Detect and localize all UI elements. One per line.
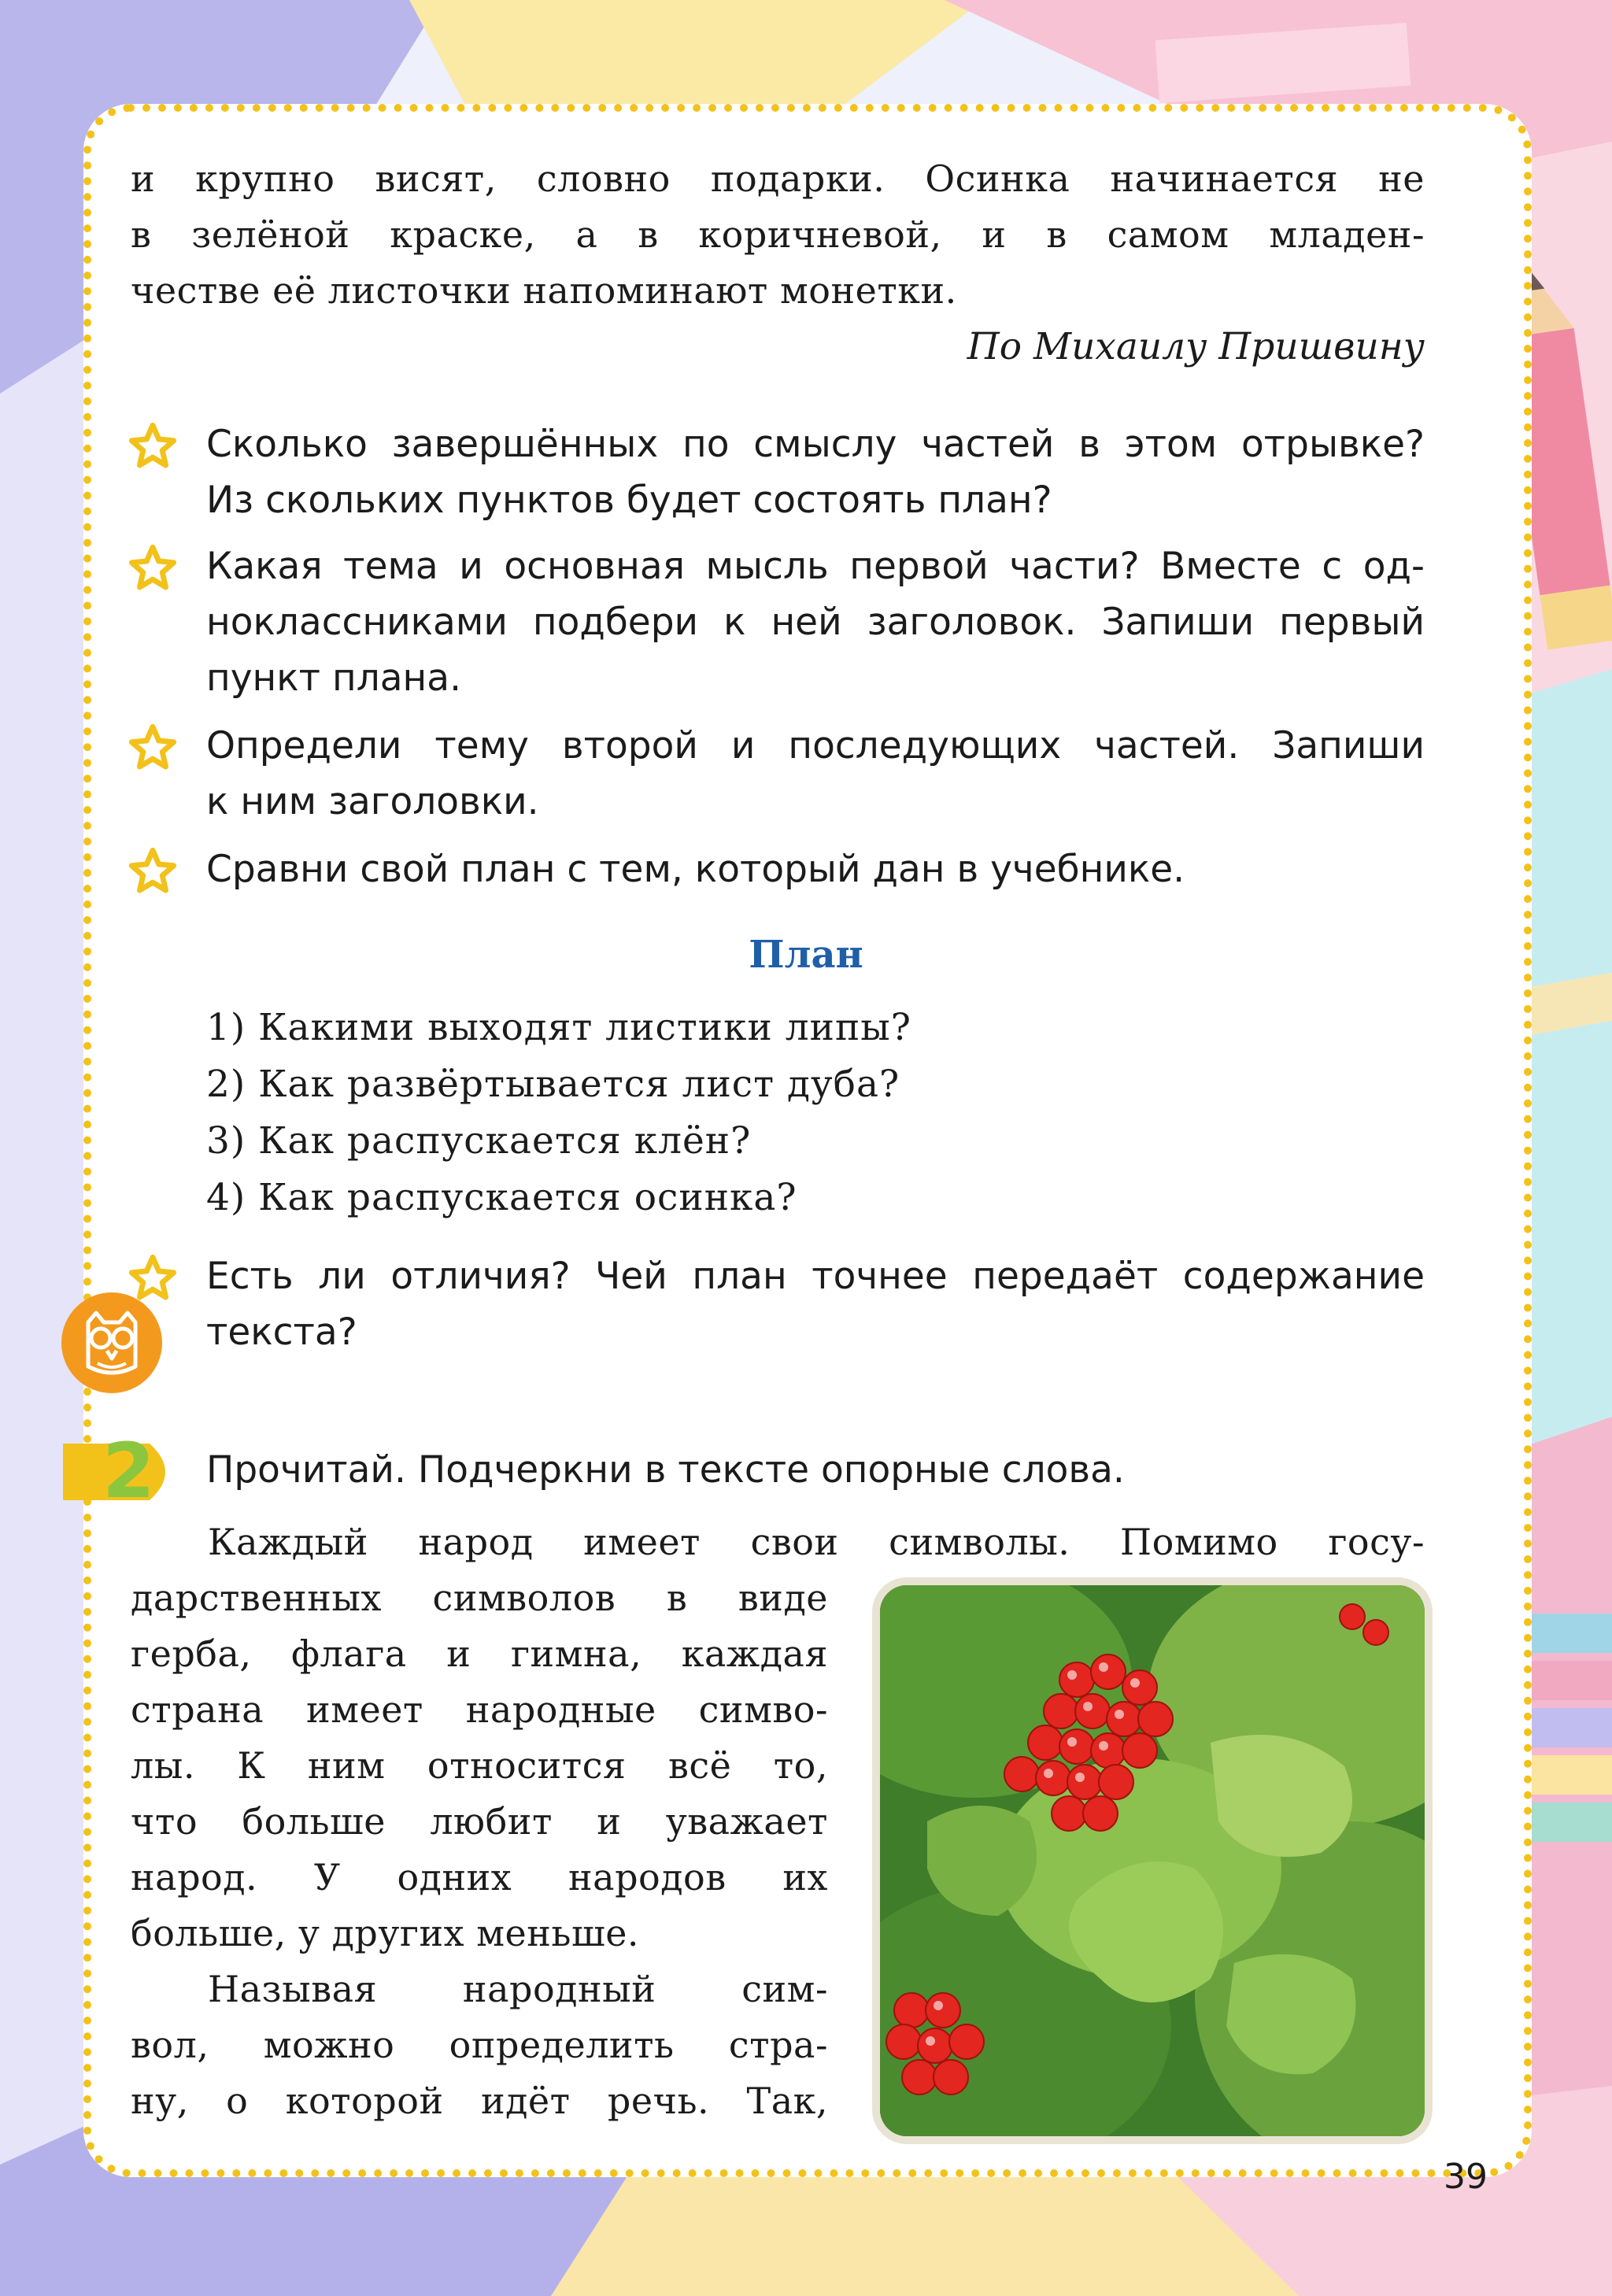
intro-line-3: честве её листочки напоминают монетки. (131, 269, 957, 312)
question-1-line-1: Сколько завершённых по смыслу частей в этом отрывке? (206, 423, 1425, 466)
final-question-line-1: Есть ли отличия? Чей план точнее передаёт содержание (206, 1255, 1425, 1298)
exercise-text-line-9: Называя народный сим- (208, 1968, 828, 2010)
star-icon (128, 723, 178, 773)
question-2-line-2: ноклассниками подбери к ней заголовок. Запиши первый (206, 601, 1425, 644)
star-icon (128, 543, 178, 593)
exercise-text-line-6: что больше любит и уважает (131, 1800, 828, 1843)
viburnum-photo (880, 1585, 1425, 2136)
exercise-text-line-3: герба, флага и гимна, каждая (131, 1632, 828, 1675)
author-attribution: По Михаилу Пришвину (967, 325, 1425, 368)
exercise-text-line-5: лы. К ним относится всё то, (131, 1744, 828, 1787)
exercise-text-line-10: вол, можно определить стра- (131, 2024, 828, 2066)
plan-item-3: 3) Как распускается клён? (206, 1119, 752, 1163)
star-icon (128, 846, 178, 897)
page-number: 39 (1444, 2157, 1488, 2197)
exercise-text-line-8: больше, у других меньше. (131, 1912, 640, 1954)
question-1-line-2: Из скольких пунктов будет состоять план? (206, 479, 1052, 522)
intro-line-2: в зелёной краске, а в коричневой, и в самом младен- (131, 213, 1425, 256)
question-2-line-1: Какая тема и основная мысль первой части? Вместе с од- (206, 545, 1425, 588)
owl-icon (60, 1291, 164, 1395)
plan-item-1: 1) Какими выходят листики липы? (206, 1006, 911, 1049)
final-question-line-2: текста? (206, 1311, 357, 1354)
intro-line-1: и крупно висят, словно подарки. Осинка начинается не (131, 157, 1425, 200)
exercise-instruction: Прочитай. Подчеркни в тексте опорные слова. (206, 1448, 1125, 1492)
star-icon (128, 421, 178, 471)
exercise-text-line-11: ну, о которой идёт речь. Так, (131, 2080, 828, 2122)
exercise-number-badge (63, 1427, 181, 1515)
viburnum-illustration (880, 1585, 1425, 2136)
exercise-text-line-2: дарственных символов в виде (131, 1577, 828, 1619)
exercise-text-line-7: народ. У одних народов их (131, 1856, 828, 1899)
question-3-line-1: Определи тему второй и последующих частей. Запиши (206, 724, 1425, 767)
question-3-line-2: к ним заголовки. (206, 780, 539, 823)
plan-item-4: 4) Как распускается осинка? (206, 1176, 797, 1219)
plan-item-2: 2) Как развёртывается лист дуба? (206, 1063, 900, 1106)
exercise-text-line-4: страна имеет народные симво- (131, 1688, 828, 1731)
plan-title: План (749, 933, 863, 977)
question-2-line-3: пункт плана. (206, 656, 462, 700)
exercise-text-line-1: Каждый народ имеет свои символы. Помимо госу- (208, 1521, 1425, 1563)
question-4-line-1: Сравни свой план с тем, который дан в учебнике. (206, 848, 1185, 891)
exercise-number: 2 (102, 1427, 155, 1515)
